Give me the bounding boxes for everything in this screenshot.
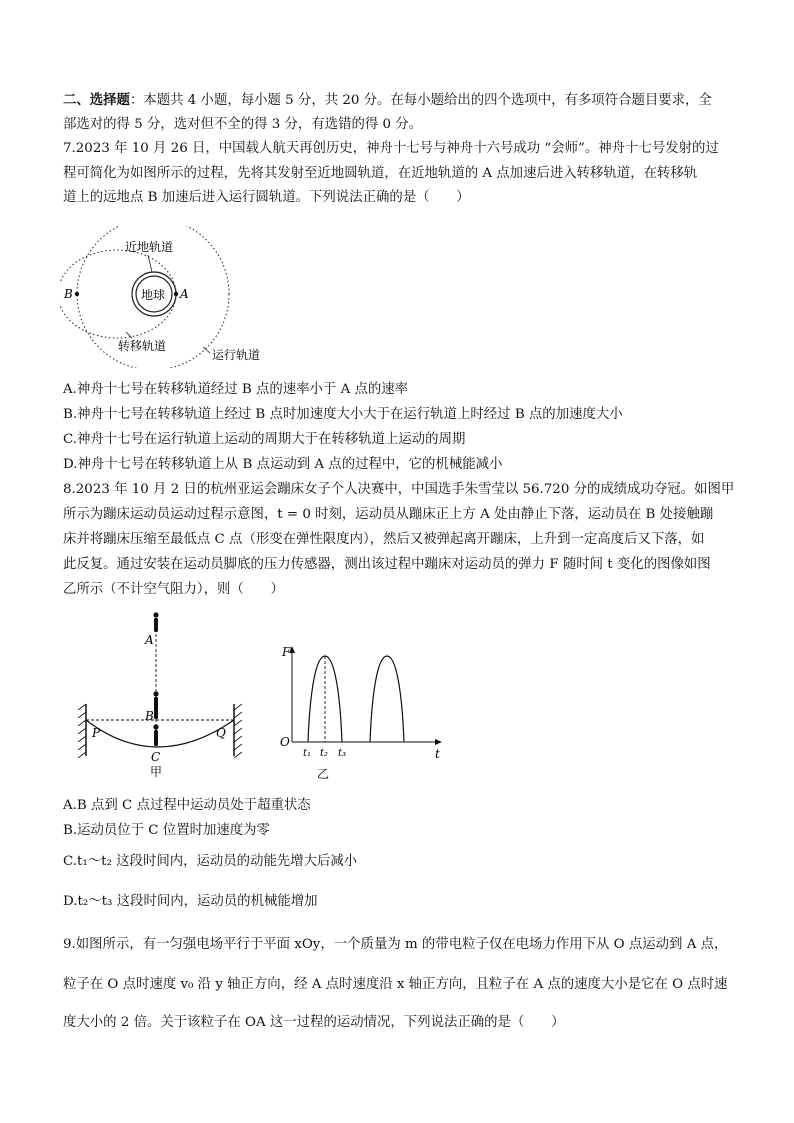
section-intro-text: ：本题共 4 小题，每小题 5 分，共 20 分。在每小题给出的四个选项中，有多项符合题目要求，全	[129, 93, 712, 108]
q8-figure-yi	[278, 640, 448, 785]
q8-stem-line-1: 8.2023 年 10 月 2 日的杭州亚运会蹦床女子个人决赛中，中国选手朱雪莹以 56.720 分的成绩成功夺冠。如图甲	[63, 482, 735, 497]
earth-label: 地球	[141, 288, 166, 302]
q8-option-d: D.t₂～t₃ 这段时间内，运动员的机械能增加	[63, 894, 318, 909]
q7-stem-line-2: 程可简化为如图所示的过程，先将其发射至近地圆轨道，在近地轨道的 A 点加速后进入转移轨道，在转移轨	[63, 166, 698, 181]
point-b-label: B	[64, 287, 73, 301]
yi-origin: O	[280, 735, 290, 749]
run-orbit-label: 运行轨道	[212, 348, 261, 362]
q8-option-a: A.B 点到 C 点过程中运动员处于超重状态	[63, 798, 311, 813]
right-wall-hatch	[234, 704, 242, 758]
section-title: 二、选择题	[63, 92, 130, 108]
jia-label-q: Q	[216, 726, 226, 740]
q9-stem-line-3: 度大小的 2 倍。关于该粒子在 OA 这一过程的运动情况，下列说法正确的是（ ）	[63, 1015, 565, 1030]
athlete-at-b	[153, 691, 158, 719]
section-intro-line-1	[63, 91, 712, 110]
yi-axis-t: t	[435, 747, 440, 761]
q7-option-a: A.神舟十七号在转移轨道经过 B 点的速率小于 A 点的速率	[63, 382, 409, 397]
q8-figure-jia	[66, 606, 256, 786]
q7-stem-line-1: 7.2023 年 10 月 26 日，中国载人航天再创历史，神舟十七号与神舟十六号成功 “会师”。神舟十七号发射的过	[63, 141, 719, 156]
point-a-dot	[174, 292, 178, 296]
q7-stem-line-3: 道上的远地点 B 加速后进入运行圆轨道。下列说法正确的是（ ）	[63, 190, 470, 205]
q7-option-b: B.神舟十七号在转移轨道上经过 B 点时加速度大小大于在运行轨道上时经过 B 点的加速度大小	[63, 407, 623, 422]
left-wall-hatch	[78, 704, 86, 758]
run-orbit-pointer	[203, 347, 210, 353]
q8-stem-line-4: 此反复。通过安装在运动员脚底的压力传感器，测出该过程中蹦床对运动员的弹力 F 随时间 t 变化的图像如图	[63, 557, 711, 572]
jia-label-a: A	[145, 633, 154, 647]
section-intro-line-2: 部选对的得 5 分，选对但不全的得 3 分，有选错的得 0 分。	[63, 117, 423, 132]
jia-label-b: B	[145, 709, 154, 723]
q7-option-c: C.神舟十七号在运行轨道上运动的周期大于在转移轨道上运动的周期	[63, 432, 466, 447]
point-a-label: A	[180, 287, 189, 301]
q9-stem-line-2: 粒子在 O 点时速度 v₀ 沿 y 轴正方向，经 A 点时速度沿 x 轴正方向，且粒子在 A 点的速度大小是它在 O 点时速	[63, 977, 728, 992]
athlete-at-c	[153, 724, 158, 746]
athlete-at-a	[153, 612, 158, 632]
q7-orbit-figure	[60, 226, 290, 368]
jia-caption: 甲	[150, 765, 163, 779]
yi-axis-f: F	[282, 645, 291, 659]
yi-t2: t₂	[320, 748, 329, 759]
q8-option-c: C.t₁～t₂ 这段时间内，运动员的动能先增大后减小	[63, 854, 358, 869]
transfer-orbit-label: 转移轨道	[118, 339, 167, 353]
q9-stem-line-1: 9.如图所示，有一匀强电场平行于平面 xOy，一个质量为 m 的带电粒子仅在电场力作用下从 O 点运动到 A 点，	[63, 937, 728, 952]
jia-label-c: C	[151, 750, 161, 764]
point-b-dot	[75, 292, 79, 296]
q8-stem-line-2: 所示为蹦床运动员运动过程示意图，t = 0 时刻，运动员从蹦床正上方 A 处由静止下落，运动员在 B 处接触蹦	[63, 507, 714, 522]
near-orbit-pointer	[148, 255, 152, 272]
yi-t3: t₃	[338, 748, 347, 759]
yi-t1: t₁	[303, 748, 312, 759]
q8-stem-line-3: 床并将蹦床压缩至最低点 C 点（形变在弹性限度内），然后又被弹起离开蹦床，上升到一定高度后又下落，如	[63, 532, 705, 547]
t-axis-arrow	[435, 739, 442, 745]
jia-label-p: P	[92, 726, 101, 740]
force-pulse-2	[370, 656, 404, 742]
q8-stem-line-5: 乙所示（不计空气阻力），则（ ）	[63, 582, 284, 597]
q7-option-d: D.神舟十七号在转移轨道上从 B 点运动到 A 点的过程中，它的机械能减小	[63, 457, 503, 472]
q8-option-b: B.运动员位于 C 位置时加速度为零	[63, 823, 270, 838]
near-orbit-label: 近地轨道	[125, 240, 174, 254]
yi-caption: 乙	[317, 767, 330, 781]
trampoline-curve	[86, 720, 234, 747]
